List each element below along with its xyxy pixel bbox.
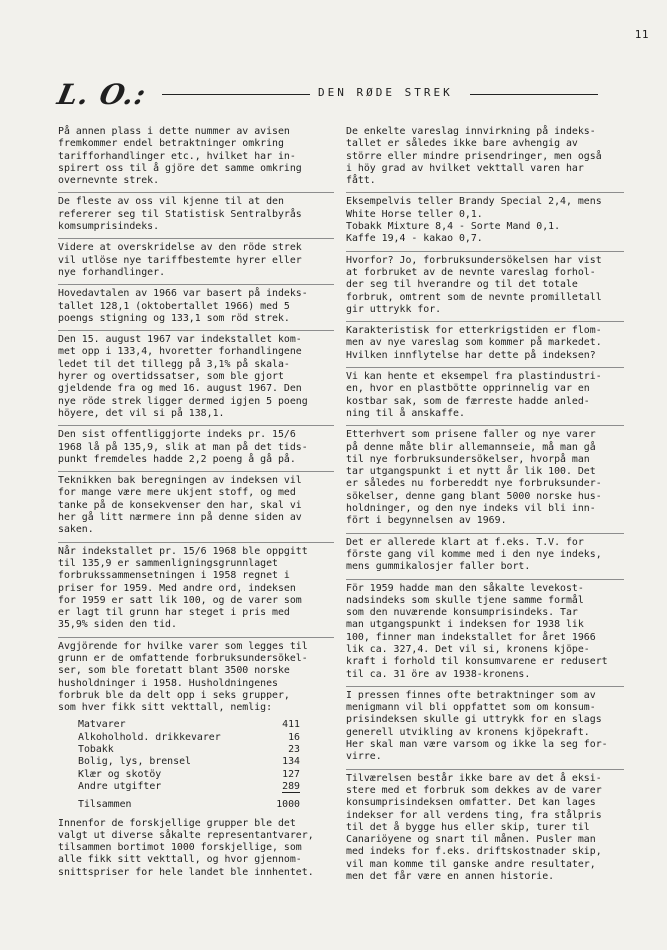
paragraph: Når indekstallet pr. 15/6 1968 ble oppgitt til 135,9 er sammenligningsgrunnlaget forbrukssammensetningen i 1958 regnet i priser for 1959. Med andre ord, indeksen for 1959 er satt lik 100, og de varer som er lagt til grunn har steget i pris med 35,9% siden den tid. [58, 545, 308, 631]
table-cell-value: 134 [282, 756, 300, 768]
table-row [78, 781, 314, 793]
paragraph-divider [346, 367, 624, 368]
table-cell-value: 23 [288, 744, 300, 756]
paragraph: Tilværelsen består ikke bare av det å eksi- stere med et forbruk som dekkes av de varer konsumprisindeksen omfatter. Det kan lages indekser for all verdens ting, fra stålpris til det å bygge hus eller skip, turer til Canariöyene og snart til månen. Pusler man med indeks for f.eks. driftskostnader skip, vil man komme til ganske andre resultater, men det får være en annen historie. [346, 772, 602, 883]
paragraph-divider [58, 471, 334, 472]
paragraph-divider [346, 533, 624, 534]
paragraph: Avgjörende for hvilke varer som legges til grunn er de omfattende forbruksundersökel- ser, som ble foretatt blant 3500 norske husholdninger i 1958. Husholdningenes forbruk ble da delt opp i seks grupper, som hver fikk sitt vekttall, nemlig: [58, 640, 308, 714]
table-total-row [78, 793, 314, 811]
paragraph-divider [346, 321, 624, 322]
paragraph-divider [58, 192, 334, 193]
paragraph-divider [346, 192, 624, 193]
table-row [78, 744, 314, 756]
paragraph: Videre at overskridelse av den röde strek vil utlöse nye tariffbestemte hyrer eller nye forhandlinger. [58, 242, 302, 278]
table-cell-name: Andre utgifter [78, 780, 162, 792]
weight-table [78, 719, 314, 811]
paragraph-divider [58, 284, 334, 285]
table-cell-value: 16 [288, 731, 300, 743]
table-total-label: Tilsammen [78, 799, 132, 811]
table-cell-value: 289 [282, 780, 300, 792]
paragraph-divider [58, 637, 334, 638]
paragraph: I pressen finnes ofte betraktninger som av menigmann vil bli oppfattet som om konsum- prisindeksen skulle gi uttrykk for en slags generell utvikling av kronens kjöpekraft. Her skal man være varsom og ikke la seg for- virre. [346, 689, 608, 763]
table-cell-name: Bolig, lys, brensel [78, 756, 191, 768]
paragraph-divider [346, 686, 624, 687]
paragraph: De enkelte vareslag innvirkning på indeks- tallet er således ikke bare avhengig av större eller mindre prisendringer, men også i höy grad av hvilket vekttall varen har fått. [346, 126, 602, 187]
table-row [78, 732, 314, 744]
table-cell-name: Alkoholhold. drikkevarer [78, 731, 221, 743]
article-title: DEN RØDE STREK [318, 86, 453, 99]
table-cell-value: 127 [282, 768, 300, 780]
header-rule-right [470, 94, 598, 95]
page-number: 11 [634, 28, 649, 41]
header-rule-left [162, 94, 310, 95]
paragraph: För 1959 hadde man den såkalte levekost- nadsindeks som skulle tjene samme formål som den nuværende konsumprisindeks. Tar man utgangspunkt i indeksen for 1938 lik 100, finner man indekstallet for året 1966 lik ca. 327,4. Det vil si, kronens kjöpe- kraft i forhold til konsumvarene er redusert til ca. 31 öre av 1938-kronens. [346, 582, 608, 680]
right-column [346, 126, 624, 888]
paragraph-divider [346, 425, 624, 426]
paragraph: Eksempelvis teller Brandy Special 2,4, mens White Horse teller 0,1. Tobakk Mixture 8,4 - Sorte Mand 0,1. Kaffe 19,4 - kakao 0,7. [346, 196, 602, 245]
paragraph-divider [346, 251, 624, 252]
table-cell-name: Tobakk [78, 744, 114, 756]
paragraph-divider [346, 769, 624, 770]
table-row [78, 769, 314, 781]
table-cell-value: 411 [282, 719, 300, 731]
table-total-value: 1000 [276, 799, 300, 811]
paragraph-divider [58, 330, 334, 331]
table-cell-name: Klær og skotöy [78, 768, 162, 780]
paragraph: Innenfor de forskjellige grupper ble det valgt ut diverse såkalte representantvarer, tilsammen bortimot 1000 forskjellige, som alle fikk sitt vekttall, og hvor gjennom- snittspriser for hele landet ble innhentet. [58, 817, 314, 878]
paragraph: De fleste av oss vil kjenne til at den refererer seg til Statistisk Sentralbyrås komsumprisindeks. [58, 196, 302, 233]
paragraph: Den sist offentliggjorte indeks pr. 15/6 1968 lå på 135,9, slik at man på det tids- punkt fremdeles hadde 2,2 poeng å gå på. [58, 429, 308, 465]
paragraph-divider [58, 542, 334, 543]
table-row [78, 756, 314, 768]
paragraph: Hvorfor? Jo, forbruksundersökelsen har vist at forbruket av de nevnte vareslag forhol- der seg til hverandre og til det totale forbruk, omtrent som de nevnte promilletall gir uttrykk for. [346, 254, 602, 315]
paragraph: Det er allerede klart at f.eks. T.V. for förste gang vil komme med i den nye indeks, mens gummikalosjer faller bort. [346, 536, 602, 573]
paragraph: Vi kan hente et eksempel fra plastindustri- en, hvor en plastbötte opprinnelig var en kostbar sak, som de færreste hadde anled- ning til å anskaffe. [346, 371, 602, 419]
paragraph: Teknikken bak beregningen av indeksen vil for mange være mere ukjent stoff, og med tanke på de konsekvenser den har, skal vi her gå litt nærmere inn på denne siden av saken. [58, 475, 302, 536]
handwritten-signature: L. O.: [54, 78, 150, 111]
paragraph-divider [346, 579, 624, 580]
paragraph-divider [58, 238, 334, 239]
paragraph: Den 15. august 1967 var indekstallet kom- met opp i 133,4, hvoretter forhandlingene ledet til det tillegg på 3,1% på skala- hyrer og overtidssatser, som ble gjort gjeldende fra og med 16. august 1967. Den nye röde strek ligger dermed igjen 5 poeng höyere, det vil si på 138,1. [58, 334, 308, 419]
article-header [54, 78, 618, 112]
table-row [78, 719, 314, 731]
paragraph: Etterhvert som prisene faller og nye varer på denne måte blir allemannseie, må man gå til nye forbruksundersökelser, hvorpå man tar utgangspunkt i et nytt år lik 100. Det er således nu forbereddt nye forbruksunder- sökelser, denne gang blant 5000 norske hus- holdninger, og den nye indeks vil bli inn- fört i begynnelsen av 1969. [346, 429, 602, 527]
paragraph: På annen plass i dette nummer av avisen fremkommer endel betraktninger omkring tarifforhandlinger etc., hvilket har in- spirert oss til å gjöre det samme omkring overnevnte strek. [58, 126, 302, 187]
paragraph: Karakteristisk for etterkrigstiden er flom- men av nye vareslag som kommer på markedet. Hvilken innflytelse har dette på indeksen? [346, 325, 602, 361]
left-column [58, 126, 334, 884]
paragraph-divider [58, 425, 334, 426]
paragraph: Hovedavtalen av 1966 var basert på indeks- tallet 128,1 (oktobertallet 1966) med 5 poengs stigning og 133,1 som röd strek. [58, 288, 308, 324]
table-cell-name: Matvarer [78, 719, 126, 731]
